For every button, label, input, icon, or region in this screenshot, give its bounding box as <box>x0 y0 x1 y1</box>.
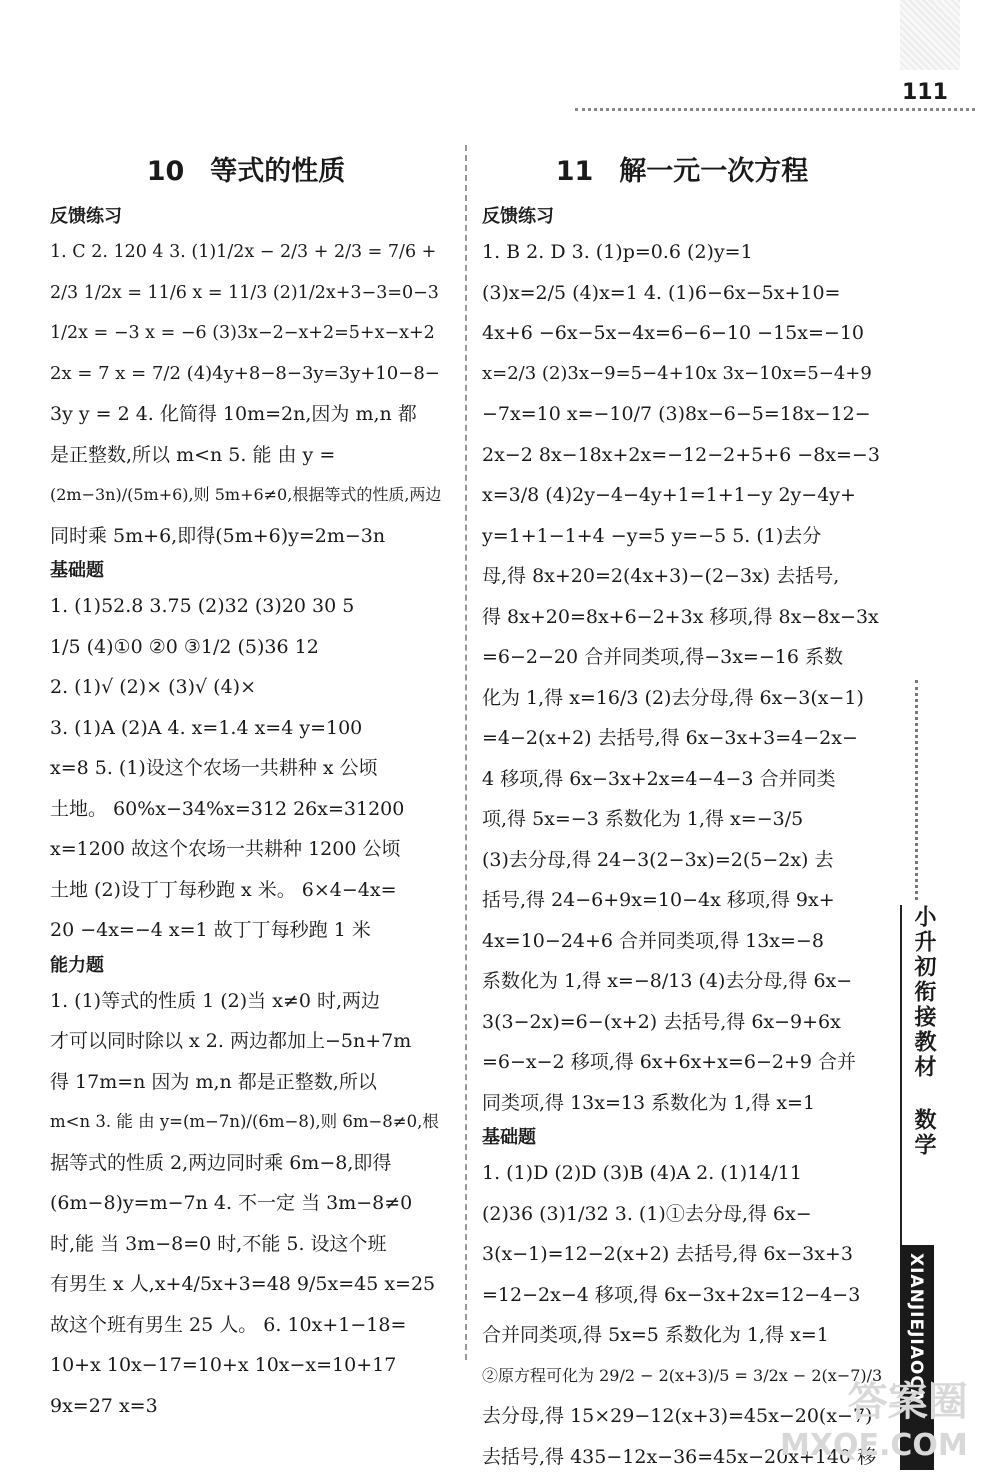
answer-line: (2m−3n)/(5m+6),则 5m+6≠0,根据等式的性质,两边 <box>50 475 442 516</box>
answer-line: y=1+1−1+4 −y=5 y=−5 5. (1)去分 <box>482 516 882 557</box>
answer-line: (6m−8)y=m−7n 4. 不一定 当 3m−8≠0 <box>50 1183 442 1224</box>
answer-line: 母,得 8x+20=2(4x+3)−(2−3x) 去括号, <box>482 556 882 597</box>
answer-line: 3(3−2x)=6−(x+2) 去括号,得 6x−9+6x <box>482 1002 882 1043</box>
watermark-url: MXQE.COM <box>780 1424 968 1468</box>
answer-line: 据等式的性质 2,两边同时乘 6m−8,即得 <box>50 1143 442 1184</box>
section-title-text: 等式的性质 <box>210 156 345 187</box>
left-column <box>50 150 442 1426</box>
subsection-heading: 基础题 <box>50 556 442 586</box>
answer-line: 去分母,得 15×29−12(x+3)=45x−20(x−7) <box>482 1396 882 1437</box>
answer-line: 得 17m=n 因为 m,n 都是正整数,所以 <box>50 1062 442 1103</box>
answer-line: 化为 1,得 x=16/3 (2)去分母,得 6x−3(x−1) <box>482 678 882 719</box>
answer-line: 是正整数,所以 m<n 5. 能 由 y = <box>50 435 442 476</box>
answer-line: x=8 5. (1)设这个农场一共耕种 x 公顷 <box>50 748 442 789</box>
subsection-heading: 能力题 <box>50 951 442 981</box>
answer-line: 系数化为 1,得 x=−8/13 (4)去分母,得 6x− <box>482 961 882 1002</box>
answer-line: (3)去分母,得 24−3(2−3x)=2(5−2x) 去 <box>482 840 882 881</box>
answer-line: 2x−2 8x−18x+2x=−12−2+5+6 −8x=−3 <box>482 435 882 476</box>
answer-line: 3(x−1)=12−2(x+2) 去括号,得 6x−3x+3 <box>482 1234 882 1275</box>
answer-line: 时,能 当 3m−8=0 时,不能 5. 设这个班 <box>50 1224 442 1265</box>
side-tab <box>900 905 936 1245</box>
answer-line: 2. (1)√ (2)× (3)√ (4)× <box>50 667 442 708</box>
answer-line: 同时乘 5m+6,即得(5m+6)y=2m−3n <box>50 516 442 557</box>
answer-line: 4x=10−24+6 合并同类项,得 13x=−8 <box>482 921 882 962</box>
answer-line: 20 −4x=−4 x=1 故丁丁每秒跑 1 米 <box>50 910 442 951</box>
side-tab-title: 小升初衔接教材 数学 <box>908 905 939 1158</box>
answer-line: 4x+6 −6x−5x−4x=6−6−10 −15x=−10 <box>482 313 882 354</box>
watermark <box>780 1380 968 1468</box>
answer-line: 才可以同时除以 x 2. 两边都加上−5n+7m <box>50 1021 442 1062</box>
answer-line: 2x = 7 x = 7/2 (4)4y+8−8−3y=3y+10−8− <box>50 354 442 395</box>
answer-line: 1/5 (4)①0 ②0 ③1/2 (5)36 12 <box>50 627 442 668</box>
answer-line: 项,得 5x=−3 系数化为 1,得 x=−3/5 <box>482 799 882 840</box>
side-dotted-rule <box>915 680 918 900</box>
answer-line: 1. C 2. 120 4 3. (1)1/2x − 2/3 + 2/3 = 7/6 + <box>50 232 442 273</box>
subsection-heading: 反馈练习 <box>482 202 882 232</box>
answer-line: 10+x 10x−17=10+x 10x−x=10+17 <box>50 1345 442 1386</box>
answer-line: =12−2x−4 移项,得 6x−3x+2x=12−4−3 <box>482 1275 882 1316</box>
answer-line: 3. (1)A (2)A 4. x=1.4 x=4 y=100 <box>50 708 442 749</box>
answer-line: 括号,得 24−6+9x=10−4x 移项,得 9x+ <box>482 880 882 921</box>
section-title-10 <box>50 152 442 192</box>
answer-line: 土地 (2)设丁丁每秒跑 x 米。 6×4−4x= <box>50 870 442 911</box>
answer-line: m<n 3. 能 由 y=(m−7n)/(6m−8),则 6m−8≠0,根 <box>50 1102 442 1143</box>
answer-line: −7x=10 x=−10/7 (3)8x−6−5=18x−12− <box>482 394 882 435</box>
answer-line: 1/2x = −3 x = −6 (3)3x−2−x+2=5+x−x+2 <box>50 313 442 354</box>
answer-line: 9x=27 x=3 <box>50 1386 442 1427</box>
subsection-heading: 反馈练习 <box>50 202 442 232</box>
answer-line: =6−x−2 移项,得 6x+6x+x=6−2+9 合并 <box>482 1042 882 1083</box>
answer-line: 1. (1)D (2)D (3)B (4)A 2. (1)14/11 <box>482 1153 882 1194</box>
page-corner-texture <box>900 0 960 70</box>
page-number: 111 <box>902 80 948 105</box>
answer-line: 去括号,得 435−12x−36=45x−20x+140 移 <box>482 1437 882 1477</box>
watermark-logo-text: 答案圈 <box>848 1379 968 1425</box>
answer-line: 3y y = 2 4. 化简得 10m=2n,因为 m,n 都 <box>50 394 442 435</box>
answer-line: =6−2−20 合并同类项,得−3x=−16 系数 <box>482 637 882 678</box>
right-answer-lines <box>482 202 882 1477</box>
section-number: 10 <box>147 156 185 187</box>
answer-line: 故这个班有男生 25 人。 6. 10x+1−18= <box>50 1305 442 1346</box>
left-answer-lines <box>50 202 442 1426</box>
answer-line: 同类项,得 13x=13 系数化为 1,得 x=1 <box>482 1083 882 1124</box>
header-dotted-rule <box>575 108 975 111</box>
answer-line: (2)36 (3)1/32 3. (1)①去分母,得 6x− <box>482 1194 882 1235</box>
answer-line: 合并同类项,得 5x=5 系数化为 1,得 x=1 <box>482 1315 882 1356</box>
section-title-text: 解一元一次方程 <box>619 156 808 187</box>
answer-line: x=1200 故这个农场一共耕种 1200 公顷 <box>50 829 442 870</box>
answer-line: x=3/8 (4)2y−4−4y+1=1+1−y 2y−4y+ <box>482 475 882 516</box>
answer-line: 1. B 2. D 3. (1)p=0.6 (2)y=1 <box>482 232 882 273</box>
answer-line: =4−2(x+2) 去括号,得 6x−3x+3=4−2x− <box>482 718 882 759</box>
answer-line: 得 8x+20=8x+6−2+3x 移项,得 8x−8x−3x <box>482 597 882 638</box>
answer-line: ②原方程可化为 29/2 − 2(x+3)/5 = 3/2x − 2(x−7)/3 <box>482 1356 882 1397</box>
answer-line: (3)x=2/5 (4)x=1 4. (1)6−6x−5x+10= <box>482 273 882 314</box>
right-column <box>482 150 882 1477</box>
answer-line: 2/3 1/2x = 11/6 x = 11/3 (2)1/2x+3−3=0−3 <box>50 273 442 314</box>
answer-line: 1. (1)等式的性质 1 (2)当 x≠0 时,两边 <box>50 981 442 1022</box>
section-number: 11 <box>556 156 594 187</box>
answer-line: x=2/3 (2)3x−9=5−4+10x 3x−10x=5−4+9 <box>482 354 882 395</box>
column-divider <box>465 145 467 1360</box>
side-tab-subtitle: XIANJIEJIAOCAI <box>906 1253 926 1410</box>
section-title-11 <box>482 152 882 192</box>
answer-line: 1. (1)52.8 3.75 (2)32 (3)20 30 5 <box>50 586 442 627</box>
subsection-heading: 基础题 <box>482 1123 882 1153</box>
answer-line: 4 移项,得 6x−3x+2x=4−4−3 合并同类 <box>482 759 882 800</box>
answer-line: 有男生 x 人,x+4/5x+3=48 9/5x=45 x=25 <box>50 1264 442 1305</box>
answer-line: 土地。 60%x−34%x=312 26x=31200 <box>50 789 442 830</box>
